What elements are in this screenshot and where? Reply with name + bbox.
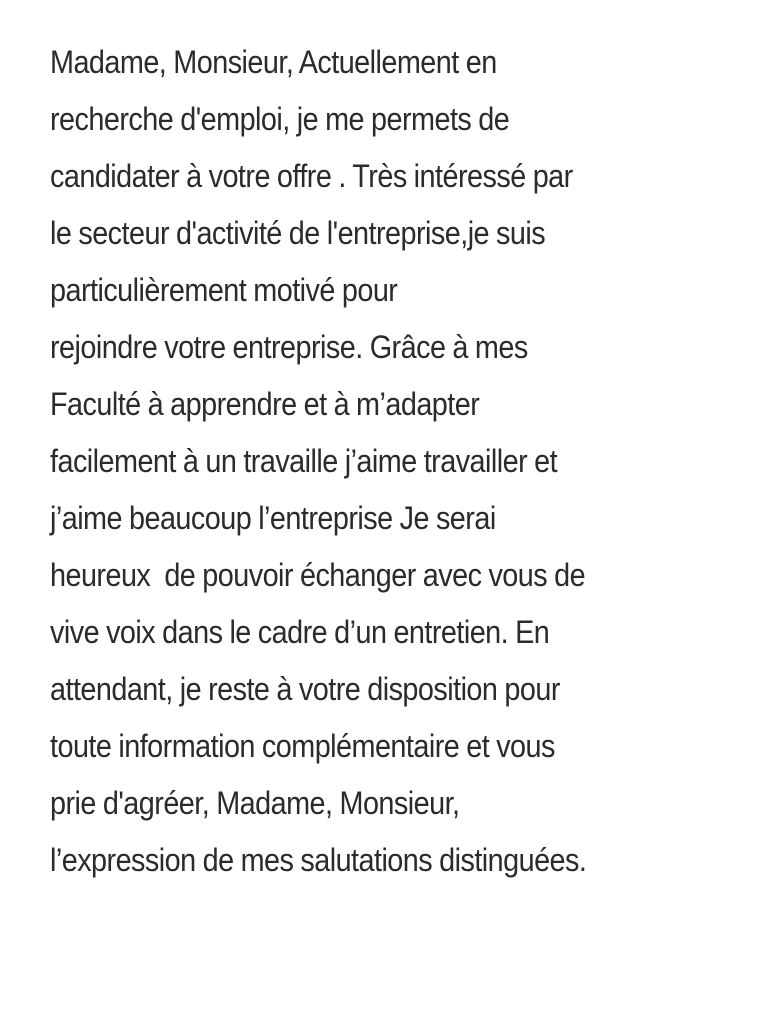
text-line: prie d'agréer, Madame, Monsieur, <box>50 785 460 821</box>
text-line: recherche d'emploi, je me permets de <box>50 101 510 137</box>
text-line: vive voix dans le cadre d’un entretien. En <box>50 614 550 650</box>
text-line: l’expression de mes salutations distinguées. <box>50 842 587 878</box>
text-line: particulièrement motivé pour <box>50 272 398 308</box>
text-line: toute information complémentaire et vous <box>50 728 555 764</box>
text-line: heureux de pouvoir échanger avec vous de <box>50 557 586 593</box>
text-line: Madame, Monsieur, Actuellement en <box>50 44 497 80</box>
text-line: rejoindre votre entreprise. Grâce à mes <box>50 329 528 365</box>
text-line: attendant, je reste à votre disposition pour <box>50 671 560 707</box>
text-line: candidater à votre offre . Très intéressé par <box>50 158 573 194</box>
text-line: le secteur d'activité de l'entreprise,je suis <box>50 215 546 251</box>
text-line: j’aime beaucoup l’entreprise Je serai <box>50 500 496 536</box>
text-line: facilement à un travaille j’aime travailler et <box>50 443 558 479</box>
cover-letter-text[interactable] <box>50 34 750 889</box>
text-line: Faculté à apprendre et à m’adapter <box>50 386 480 422</box>
